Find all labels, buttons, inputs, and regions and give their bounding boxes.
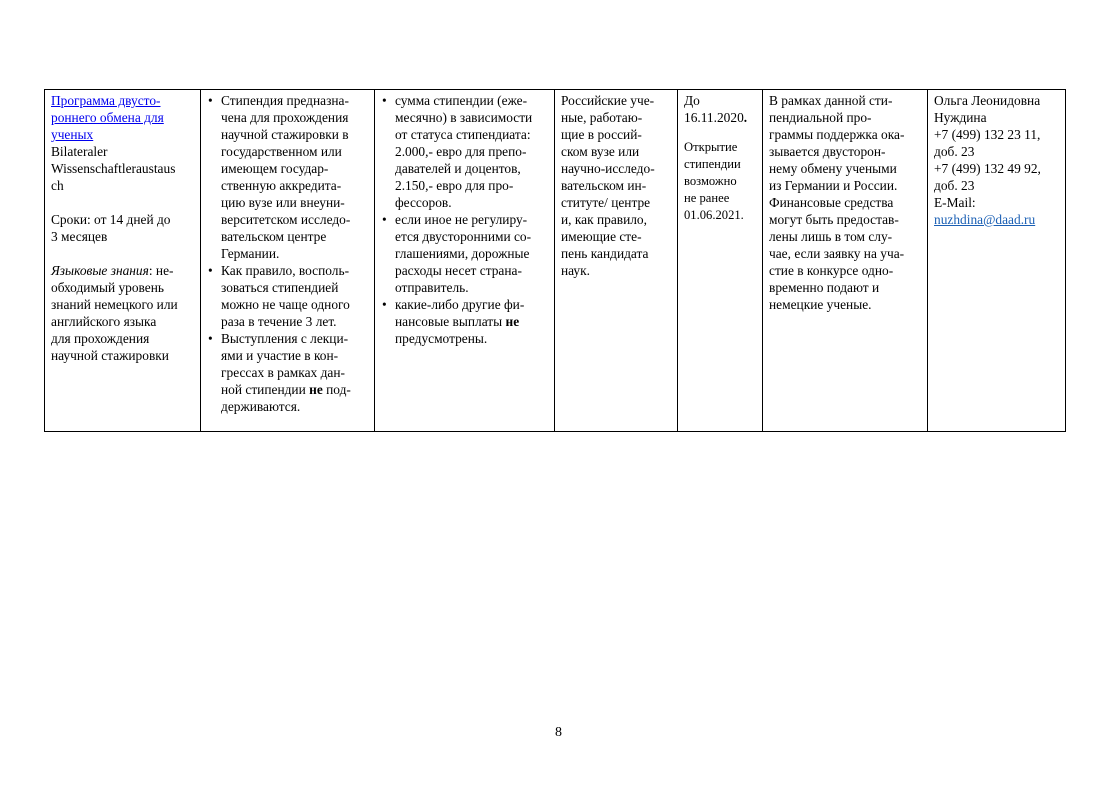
page-number: 8: [555, 725, 562, 740]
list-item: • сумма стипендии (еже- месячно) в зависимости от статуса стипендиата: 2.000,- евро для препо- давателей и доцентов, 2.150,- евро для про- фессоров.: [381, 92, 548, 211]
contact-cell: [928, 90, 1066, 432]
notes-cell: [763, 90, 928, 432]
deadline-text: [684, 92, 756, 126]
list-item: [381, 296, 548, 347]
deadline-date: До 16.11.2020: [684, 93, 744, 125]
item-text: предусмотрены.: [395, 331, 488, 346]
list-item: • Как правило, восполь- зоваться стипендией можно не чаще одного раза в течение 3 лет.: [207, 262, 368, 330]
email-link[interactable]: nuzhdina@daad.ru: [934, 212, 1036, 227]
language-label: Языковые знания: [51, 263, 149, 278]
item-text: какие-либо другие фи- нансовые выплаты: [395, 297, 525, 329]
opening-text: Открытие стипендии возможно не ранее 01.06.2021.: [684, 140, 744, 222]
deadline-cell: [678, 90, 763, 432]
duration-text: Сроки: от 14 дней до 3 месяцев: [51, 212, 171, 244]
language-text: : не- обходимый уровень знаний немецкого или английского языка для прохождения научной стажировки: [51, 263, 178, 363]
eligibility-cell: [555, 90, 678, 432]
contact-text: Ольга Леонидовна Нуждина +7 (499) 132 23 11, доб. 23 +7 (499) 132 49 92, доб. 23 E-Mail:: [934, 93, 1041, 210]
list-item: • Стипендия предназна- чена для прохождения научной стажировки в государственном или имеющем государ- ственную аккредита- цию вузе или внеуни- верситетском исследо- вательском центре Германии.: [207, 92, 368, 262]
item-text: Выступления с лекци- ями и участие в кон- грессах в рамках дан- ной стипендии: [221, 331, 349, 397]
item-text: под- держиваются.: [221, 382, 351, 414]
program-link[interactable]: Программа двусто- роннего обмена для ученых: [51, 93, 164, 142]
scholarship-table: [44, 89, 1066, 432]
program-cell: [45, 90, 201, 432]
language-requirements: [51, 262, 194, 364]
list-item: • если иное не регулиру- ется двусторонними со- глашениями, дорожные расходы несет страна- отправитель.: [381, 211, 548, 296]
list-item: [207, 330, 368, 415]
funding-cell: [375, 90, 555, 432]
description-cell: [201, 90, 375, 432]
deadline-dot: .: [743, 110, 748, 125]
notes-text: В рамках данной сти- пендиальной про- граммы поддержка ока- зывается двусторон- нему обмену учеными из Германии и России. Финансовые средства могут быть предостав- лены лишь в том слу- чае, если заявку на уча- стие в конкурсе одно- временно подают и немецкие ученые.: [769, 93, 905, 312]
eligibility-text: Российские уче- ные, работаю- щие в россий- ском вузе или научно-исследо- вательском ин- ституте/ центре и, как правило, имеющие сте- пень кандидата наук.: [561, 93, 655, 278]
item-bold: не: [505, 314, 520, 329]
item-bold: не: [309, 382, 323, 397]
program-german-name: Bilateraler Wissenschaftleraustaus ch: [51, 144, 176, 193]
table-row: [45, 90, 1066, 432]
